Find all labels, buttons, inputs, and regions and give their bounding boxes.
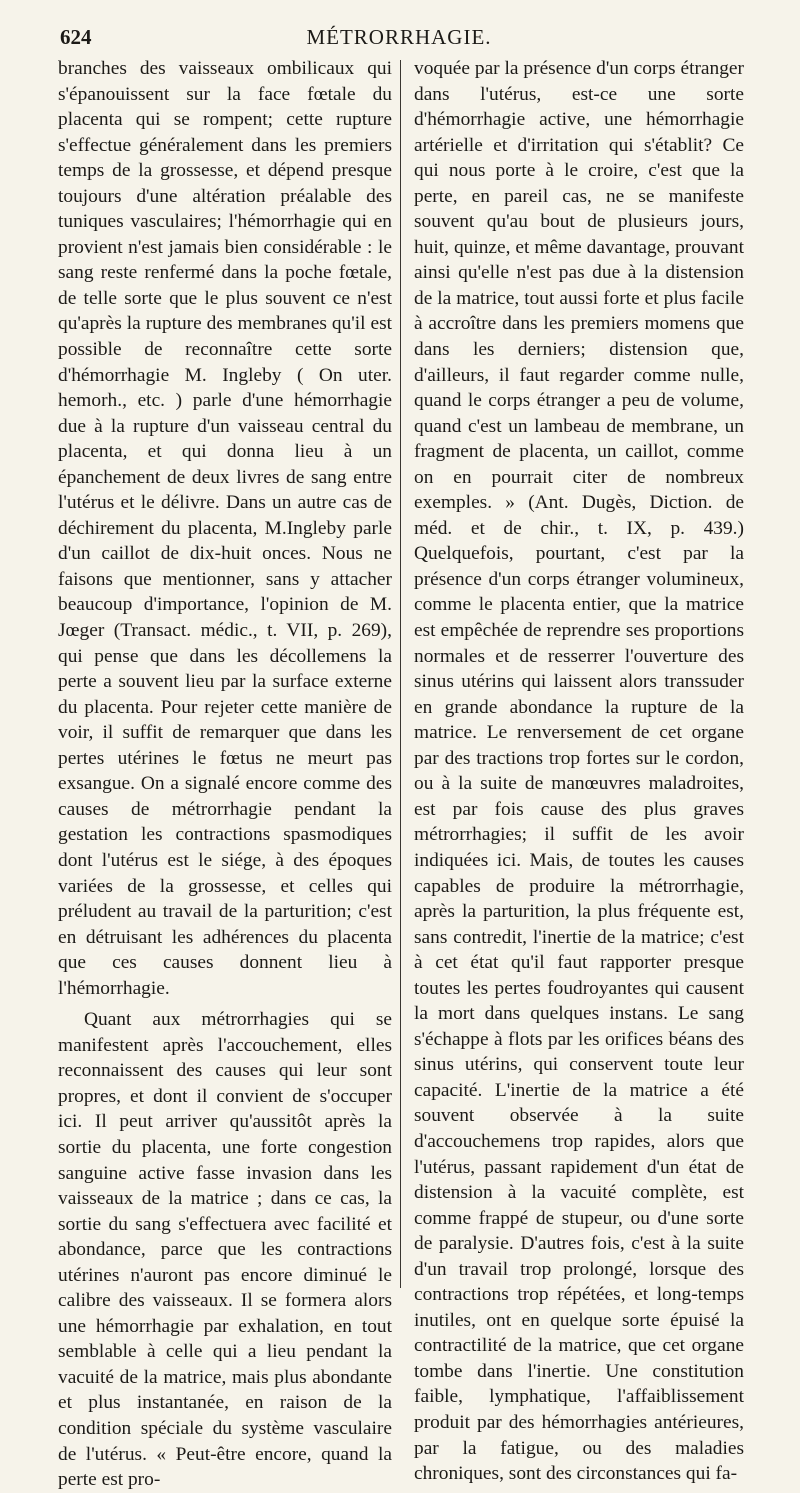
left-column — [58, 56, 392, 1493]
right-column — [414, 56, 744, 1487]
page-header — [60, 24, 738, 50]
paragraph: Quant aux métrorrhagies qui se manifestent après l'accouchement, elles reconnaissent des causes qui leur sont propres, et dont il convient de s'occuper ici. Il peut arriver qu'aussitôt après la sortie du placenta, une forte congestion sanguine active fasse invasion dans les vaisseaux de la matrice ; dans ce cas, la sortie du sang s'effectuera avec facilité et abondance, parce que les contractions utérines n'auront pas encore diminué le calibre des vaisseaux. Il se formera alors une hémorrhagie par exhalation, en tout semblable à celle qui a lieu pendant la vacuité de la matrice, mais plus abondante et plus instantanée, en raison de la condition spéciale du système vasculaire de l'utérus. « Peut-être encore, quand la perte est pro- — [58, 1009, 392, 1491]
column-divider — [400, 60, 401, 1288]
paragraph: voquée par la présence d'un corps étranger dans l'utérus, est-ce une sorte d'hémorrhagie active, une hémorrhagie artérielle et d'irritation qui s'établit? Ce qui nous porte à le croire, c'est que la perte, en pareil cas, ne se manifeste souvent qu'au bout de plusieurs jours, huit, quinze, et même davantage, prouvant ainsi qu'elle n'est pas due à la distension de la matrice, tout aussi forte et plus facile à accroître dans les premiers momens que dans les derniers; distension que, d'ailleurs, il faut regarder comme nulle, quand le corps étranger a peu de volume, quand c'est un lambeau de membrane, un fragment de placenta, un caillot, comme on en pourrait citer de nombreux exemples. » (Ant. Dugès, Diction. de méd. et de chir., t. IX, p. 439.) Quelquefois, pourtant, c'est par la présence d'un corps étranger volumineux, comme le placenta entier, que la matrice est empêchée de reprendre ses proportions normales et de resserrer l'ouverture des sinus utérins qui laissent alors transsuder en grande abondance la rupture de la matrice. Le renversement de cet organe par des tractions trop fortes sur le cordon, ou à la suite de manœuvres maladroites, est par fois cause des plus graves métrorrhagies; il suffit de les avoir indiquées ici. Mais, de toutes les causes capables de produire la métrorrhagie, après la parturition, la plus fréquente est, sans contredit, l'inertie de la matrice; c'est à cet état qu'il faut rapporter presque toutes les pertes foudroyantes qui causent la mort dans quelques instans. Le sang s'échappe à flots par les orifices béans des sinus utérins, qui conservent toute leur capacité. L'inertie de la matrice a été souvent observée à la suite d'accouchemens trop rapides, alors que l'utérus, passant rapidement d'un état de distension à la vacuité complète, est comme frappé de stupeur, ou d'une sorte de paralysie. D'autres fois, c'est à la suite d'un travail trop prolongé, lorsque des contractions trop répétées, et long-temps inutiles, ont en quelque sorte épuisé la contractilité de la matrice, que cet organe tombe dans l'inertie. Une constitution faible, lymphatique, l'affaiblissement produit par des hémorrhagies antérieures, par la fatigue, ou des maladies chroniques, sont des circonstances qui fa- — [414, 58, 744, 1485]
page-number: 624 — [60, 25, 92, 49]
paragraph: branches des vaisseaux ombilicaux qui s'épanouissent sur la face fœtale du placenta qui se rompent; cette rupture s'effectue généralement dans les premiers temps de la grossesse, et dépend presque toujours d'une altération préalable des tuniques vasculaires; l'hémorrhagie qui en provient n'est jamais bien considérable : le sang reste renfermé dans la poche fœtale, de telle sorte que le plus souvent ce n'est qu'après la rupture des membranes qu'il est possible de reconnaître cette sorte d'hémorrhagie M. Ingleby ( On uter. hemorh., etc. ) parle d'une hémorrhagie due à la rupture d'un vaisseau central du placenta, et qui donna lieu à un épanchement de deux livres de sang entre l'utérus et le délivre. Dans un autre cas de déchirement du placenta, M.Ingleby parle d'un caillot de dix-huit onces. Nous ne faisons que mentionner, sans y attacher beaucoup d'importance, l'opinion de M. Jœger (Transact. médic., t. VII, p. 269), qui pense que dans les décollemens la perte a souvent lieu par la surface externe du placenta. Pour rejeter cette manière de voir, il suffit de remarquer que dans les pertes utérines le fœtus ne meurt pas exsangue. On a signalé encore comme des causes de métrorrhagie pendant la gestation les contractions spasmodiques dont l'utérus est le siége, à des époques variées de la grossesse, et celles qui préludent au travail de la parturition; c'est en détruisant les adhérences du placenta que ces causes donnent lieu à l'hémorrhagie. — [58, 58, 392, 999]
running-title: MÉTRORRHAGIE. — [306, 25, 492, 49]
